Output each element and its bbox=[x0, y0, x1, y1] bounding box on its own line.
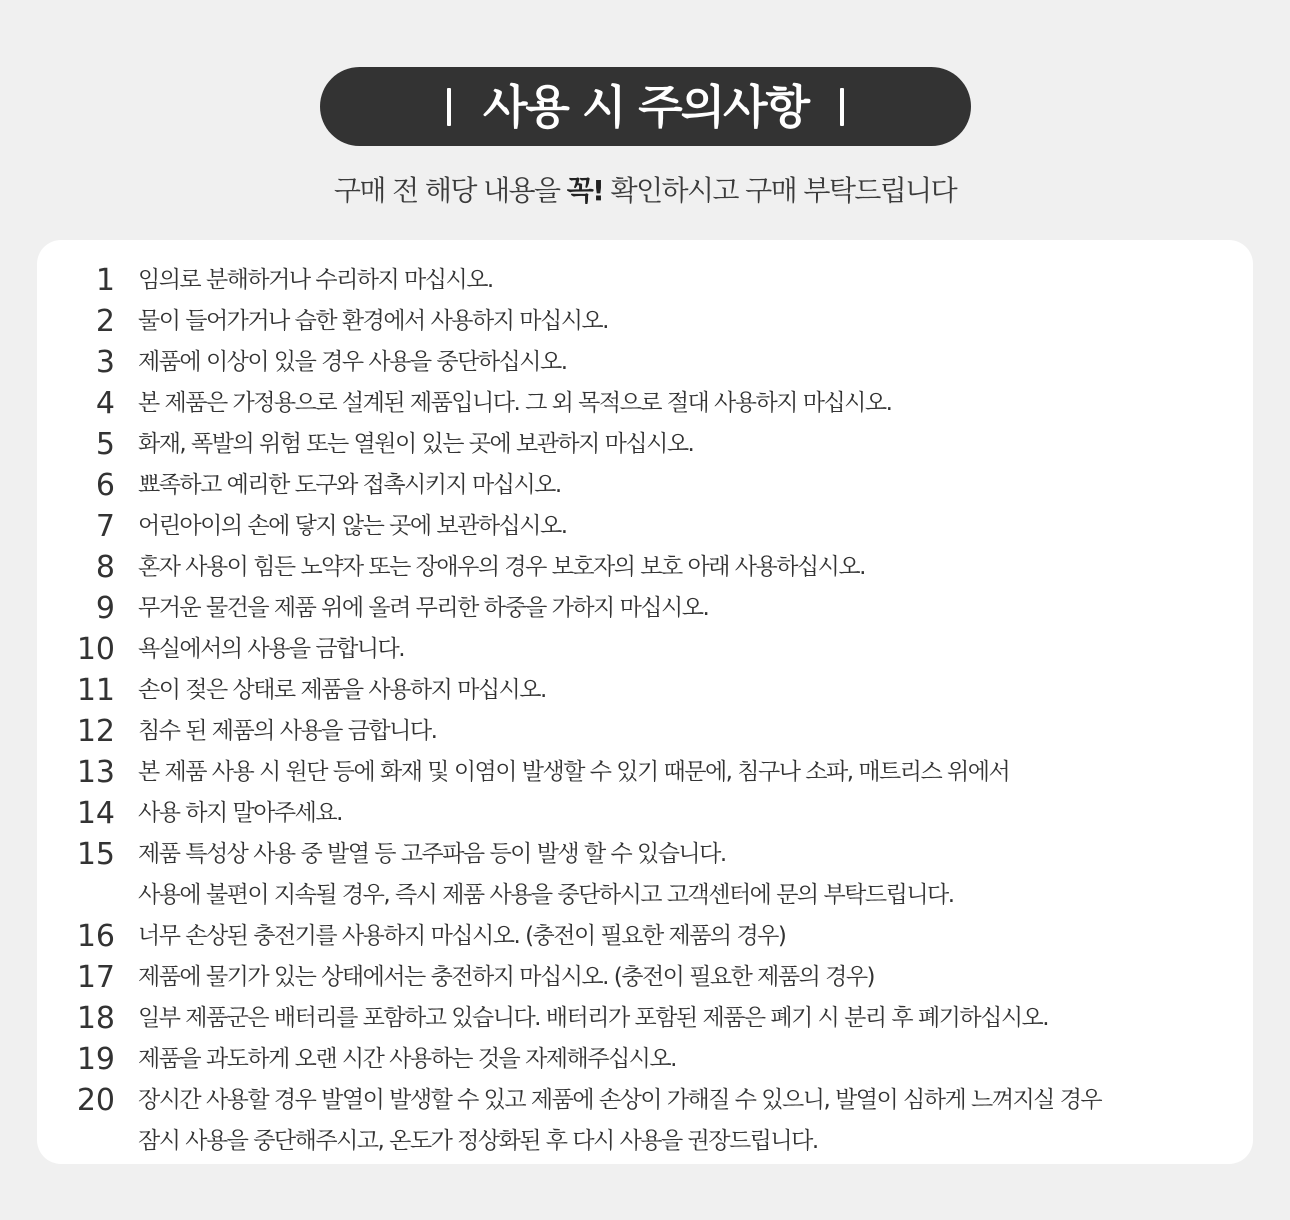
item-number: 14 bbox=[76, 796, 115, 831]
list-item bbox=[37, 588, 1253, 629]
item-text bbox=[138, 670, 546, 711]
item-text-line: 사용에 불편이 지속될 경우, 즉시 제품 사용을 중단하시고 고객센터에 문의 부탁드립니다. bbox=[138, 882, 954, 908]
item-text-line: 혼자 사용이 힘든 노약자 또는 장애우의 경우 보호자의 보호 아래 사용하십시오. bbox=[138, 554, 865, 580]
item-number: 4 bbox=[95, 386, 115, 421]
item-text bbox=[138, 629, 404, 670]
list-item bbox=[37, 916, 1253, 957]
item-number: 16 bbox=[76, 919, 115, 954]
list-item bbox=[37, 465, 1253, 506]
item-text bbox=[138, 383, 891, 424]
list-item bbox=[37, 670, 1253, 711]
item-number: 1 bbox=[95, 263, 115, 298]
item-text bbox=[138, 916, 785, 957]
subtitle bbox=[0, 170, 1290, 212]
item-text bbox=[138, 547, 865, 588]
item-text bbox=[138, 752, 1009, 793]
title-bar-left bbox=[447, 88, 451, 126]
item-text bbox=[138, 957, 874, 998]
item-text-line: 장시간 사용할 경우 발열이 발생할 수 있고 제품에 손상이 가해질 수 있으니, 발열이 심하게 느껴지실 경우 bbox=[138, 1087, 1102, 1113]
item-text bbox=[138, 588, 708, 629]
item-text-line: 욕실에서의 사용을 금합니다. bbox=[138, 636, 405, 662]
list-item bbox=[37, 834, 1253, 916]
list-item bbox=[37, 793, 1253, 834]
list-item bbox=[37, 1080, 1253, 1162]
item-text-line: 제품을 과도하게 오랜 시간 사용하는 것을 자제해주십시오. bbox=[138, 1046, 676, 1072]
item-text-line: 물이 들어가거나 습한 환경에서 사용하지 마십시오. bbox=[138, 308, 608, 334]
item-text-line: 일부 제품군은 배터리를 포함하고 있습니다. 배터리가 포함된 제품은 폐기 시 분리 후 폐기하십시오. bbox=[138, 1005, 1049, 1031]
item-text bbox=[138, 342, 567, 383]
item-number: 5 bbox=[95, 427, 115, 462]
item-number: 2 bbox=[95, 304, 115, 339]
subtitle-post: 확인하시고 구매 부탁드립니다 bbox=[603, 174, 957, 207]
list-item bbox=[37, 998, 1253, 1039]
subtitle-pre: 구매 전 해당 내용을 bbox=[333, 174, 567, 207]
list-item bbox=[37, 424, 1253, 465]
list-item bbox=[37, 752, 1253, 793]
item-number: 9 bbox=[95, 591, 115, 626]
item-number: 7 bbox=[95, 509, 115, 544]
list-item bbox=[37, 383, 1253, 424]
item-text bbox=[138, 834, 954, 916]
item-text bbox=[138, 506, 567, 547]
list-item bbox=[37, 547, 1253, 588]
list-item bbox=[37, 301, 1253, 342]
title-bar-right bbox=[840, 88, 844, 126]
item-number: 17 bbox=[76, 960, 115, 995]
list-item bbox=[37, 260, 1253, 301]
item-text bbox=[138, 711, 436, 752]
item-text bbox=[138, 301, 608, 342]
precautions-card bbox=[37, 240, 1253, 1164]
item-text-line: 침수 된 제품의 사용을 금합니다. bbox=[138, 718, 437, 744]
item-number: 12 bbox=[76, 714, 115, 749]
item-number: 11 bbox=[76, 673, 115, 708]
list-item bbox=[37, 506, 1253, 547]
item-text bbox=[138, 424, 693, 465]
list-item bbox=[37, 957, 1253, 998]
item-text-line: 사용 하지 말아주세요. bbox=[138, 800, 342, 826]
item-text bbox=[138, 998, 1048, 1039]
title-banner bbox=[320, 67, 971, 146]
item-text bbox=[138, 1080, 1101, 1162]
item-number: 20 bbox=[76, 1083, 115, 1118]
item-number: 10 bbox=[76, 632, 115, 667]
item-number: 19 bbox=[76, 1042, 115, 1077]
list-item bbox=[37, 629, 1253, 670]
item-text-line: 뾰족하고 예리한 도구와 접촉시키지 마십시오. bbox=[138, 472, 561, 498]
item-text-line: 잠시 사용을 중단해주시고, 온도가 정상화된 후 다시 사용을 권장드립니다. bbox=[138, 1128, 818, 1154]
item-text-line: 임의로 분해하거나 수리하지 마십시오. bbox=[138, 267, 493, 293]
item-number: 18 bbox=[76, 1001, 115, 1036]
page-title: 사용 시 주의사항 bbox=[482, 79, 809, 134]
item-text-line: 제품에 이상이 있을 경우 사용을 중단하십시오. bbox=[138, 349, 567, 375]
item-number: 3 bbox=[95, 345, 115, 380]
item-number: 8 bbox=[95, 550, 115, 585]
subtitle-emphasis: 꼭! bbox=[566, 174, 604, 207]
item-text-line: 손이 젖은 상태로 제품을 사용하지 마십시오. bbox=[138, 677, 546, 703]
item-text-line: 무거운 물건을 제품 위에 올려 무리한 하중을 가하지 마십시오. bbox=[138, 595, 709, 621]
item-text-line: 어린아이의 손에 닿지 않는 곳에 보관하십시오. bbox=[138, 513, 567, 539]
item-text-line: 제품에 물기가 있는 상태에서는 충전하지 마십시오. (충전이 필요한 제품의 경우) bbox=[138, 964, 875, 990]
list-item bbox=[37, 1039, 1253, 1080]
precautions-list bbox=[37, 260, 1253, 1162]
item-text-line: 본 제품은 가정용으로 설계된 제품입니다. 그 외 목적으로 절대 사용하지 마십시오. bbox=[138, 390, 892, 416]
item-text-line: 본 제품 사용 시 원단 등에 화재 및 이염이 발생할 수 있기 때문에, 침구나 소파, 매트리스 위에서 bbox=[138, 759, 1010, 785]
item-text-line: 너무 손상된 충전기를 사용하지 마십시오. (충전이 필요한 제품의 경우) bbox=[138, 923, 786, 949]
list-item bbox=[37, 711, 1253, 752]
item-text-line: 화재, 폭발의 위험 또는 열원이 있는 곳에 보관하지 마십시오. bbox=[138, 431, 694, 457]
item-text bbox=[138, 793, 342, 834]
item-text bbox=[138, 1039, 676, 1080]
list-item bbox=[37, 342, 1253, 383]
item-number: 15 bbox=[76, 837, 115, 872]
item-number: 6 bbox=[95, 468, 115, 503]
item-number: 13 bbox=[76, 755, 115, 790]
item-text bbox=[138, 260, 493, 301]
item-text bbox=[138, 465, 561, 506]
item-text-line: 제품 특성상 사용 중 발열 등 고주파음 등이 발생 할 수 있습니다. bbox=[138, 841, 726, 867]
